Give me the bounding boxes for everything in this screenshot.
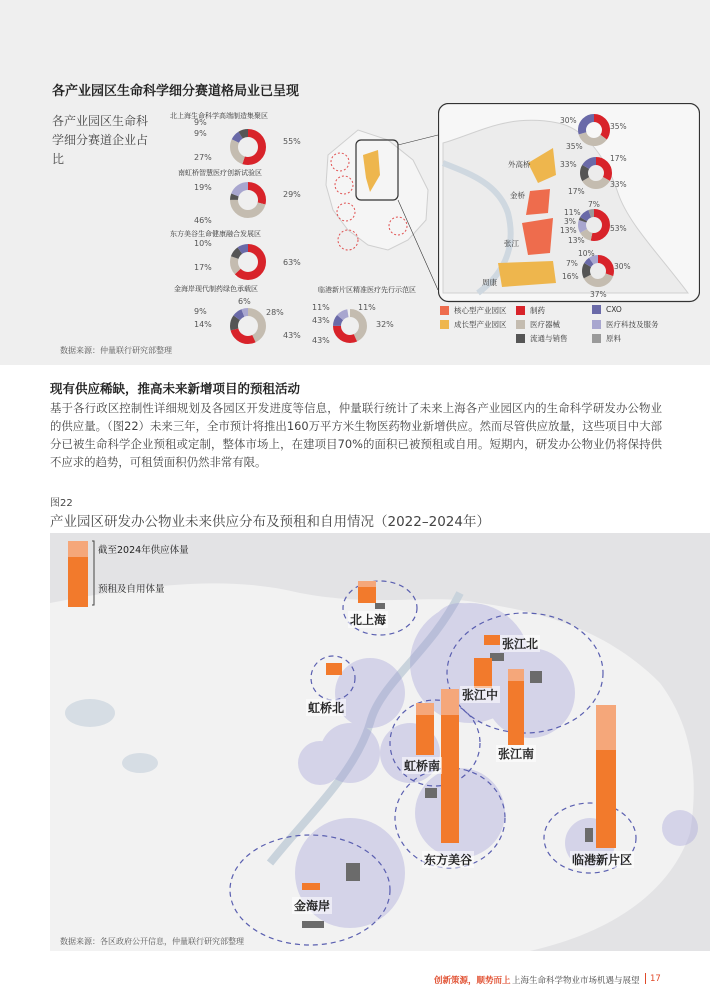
region-label: 张江北 [502,637,539,651]
shanghai-park-map [318,100,440,350]
donut-label: 30% [560,116,577,125]
donut-label: 9% [194,129,207,138]
donut-label: 30% [614,262,631,271]
donut-title: 南虹桥智慧医疗创新试验区 [178,169,262,177]
donut-label: 11% [312,303,330,312]
legend-swatch [592,334,601,343]
region-label: 张江中 [462,688,499,702]
figure-title: 产业园区研发办公物业未来供应分布及预租和自用情况（2022–2024年） [50,514,490,530]
source-note: 数据来源：各区政府公开信息，仲量联行研究部整理 [60,937,244,946]
park-area [498,261,556,287]
donut-label: 13% [560,226,577,235]
donut-label: 7% [588,200,600,209]
page-number: 17 [650,974,661,984]
source-note: 数据来源：仲量联行研究部整理 [60,346,172,355]
legend-swatch [440,320,449,329]
footer-report-title: 上海生命科学物业市场机遇与展望 [512,976,640,986]
legend-item: 制药 [516,305,545,316]
legend-swatch [592,320,601,329]
donut-label: 27% [194,153,212,162]
donut-label: 28% [266,308,284,317]
region-label: 临港新片区 [572,853,633,867]
map-landmass [326,130,428,250]
donut-label: 3% [564,217,576,226]
region-label: 张江南 [498,747,535,761]
donut-label: 55% [283,137,301,146]
donut-label: 17% [568,187,585,196]
place-label: 外高桥 [508,160,531,169]
region-label: 金海岸 [294,899,331,913]
place-label: 金桥 [510,191,525,200]
donut-label: 37% [590,290,607,299]
donut-label: 13% [568,236,585,245]
legend-item: CXO [592,305,622,314]
legend-swatch [440,306,449,315]
region-label: 东方美谷 [424,853,473,867]
donut-label: 32% [376,320,394,329]
body-paragraph: 基于各行政区控制性详细规划及各园区开发进度等信息，仲量联行统计了未来上海各产业园区内的生命科学研发办公物业的供应量。（图22）未来三年，全市预计将推出160万平方米生物医药物业新增供应。然而尽管供应放量，这些项目中大部分已被生命科学企业预租或定制，整体市场上，在建项目70%的面积已被预租或自用。短期内，研发办公物业仍将保持供不应求的趋势，可租赁面积仍然非常有限。 [50,401,662,469]
donut-label: 33% [560,160,577,169]
footer-divider [645,973,646,984]
legend-item: 医疗科技及服务 [592,319,659,330]
donut-label: 10% [194,239,212,248]
supply-map [50,533,710,951]
region-label: 北上海 [350,613,387,627]
donut-chart [234,133,262,161]
legend-item: 流通与销售 [516,333,568,344]
donut-title: 北上海生命科学高端制造集聚区 [170,112,268,120]
legend-item: 核心型产业园区 [440,305,507,316]
section-title: 各产业园区生命科学细分赛道格局业已呈现 [52,84,300,99]
supply-map-graphic [50,533,710,951]
donut-label: 35% [566,142,583,151]
donut-title: 临港新片区精准医疗先行示范区 [318,286,416,294]
donut-title: 金海岸现代制药绿色承载区 [174,285,258,293]
region-label: 虹桥北 [308,701,345,715]
legend-swatch [516,334,525,343]
donut-label: 16% [562,272,579,281]
legend-swatch [516,306,525,315]
donut-label: 9% [194,118,207,127]
park-donut-charts [160,100,320,345]
donut-label: 6% [238,297,251,306]
donut-label: 7% [566,259,578,268]
donut-label: 10% [578,249,595,258]
footer-slogan: 创新策源，顺势而上 [434,976,511,986]
side-label: 各产业园区生命科学细分赛道企业占比 [52,114,149,166]
region-label: 虹桥南 [404,759,441,773]
section-title: 现有供应稀缺，推高未来新增项目的预租活动 [50,381,301,396]
donut-label: 43% [312,336,330,345]
donut-label: 11% [358,303,376,312]
donut-chart [337,313,363,339]
donut-label: 43% [312,316,330,325]
legend-supply-text: 截至2024年供应体量 [98,545,189,556]
donut-label: 17% [610,154,627,163]
donut-label: 17% [194,263,212,272]
donut-label: 43% [283,331,301,340]
pudong-inset-map [438,103,700,303]
donut-label: 63% [283,258,301,267]
donut-label: 53% [610,224,627,233]
donut-label: 19% [194,183,212,192]
donut-label: 33% [610,180,627,189]
donut-label: 14% [194,320,212,329]
donut-label: 46% [194,216,212,225]
place-label: 张江 [504,239,519,248]
donut-chart [234,312,262,340]
figure-label: 图22 [50,498,73,509]
donut-label: 9% [194,307,207,316]
legend-item: 成长型产业园区 [440,319,507,330]
legend-item: 医疗器械 [516,319,560,330]
donut-label: 35% [610,122,627,131]
legend-swatch [516,320,525,329]
donut-title: 东方美谷生命健康融合发展区 [170,230,261,238]
donut-chart [234,248,262,276]
donut-label: 29% [283,190,301,199]
donut-label: 11% [564,208,581,217]
place-label: 周康 [482,278,497,287]
donut-chart [234,186,262,214]
legend-item: 原料 [592,333,621,344]
legend-prelease-text: 预租及自用体量 [98,584,165,595]
legend-swatch [592,305,601,314]
